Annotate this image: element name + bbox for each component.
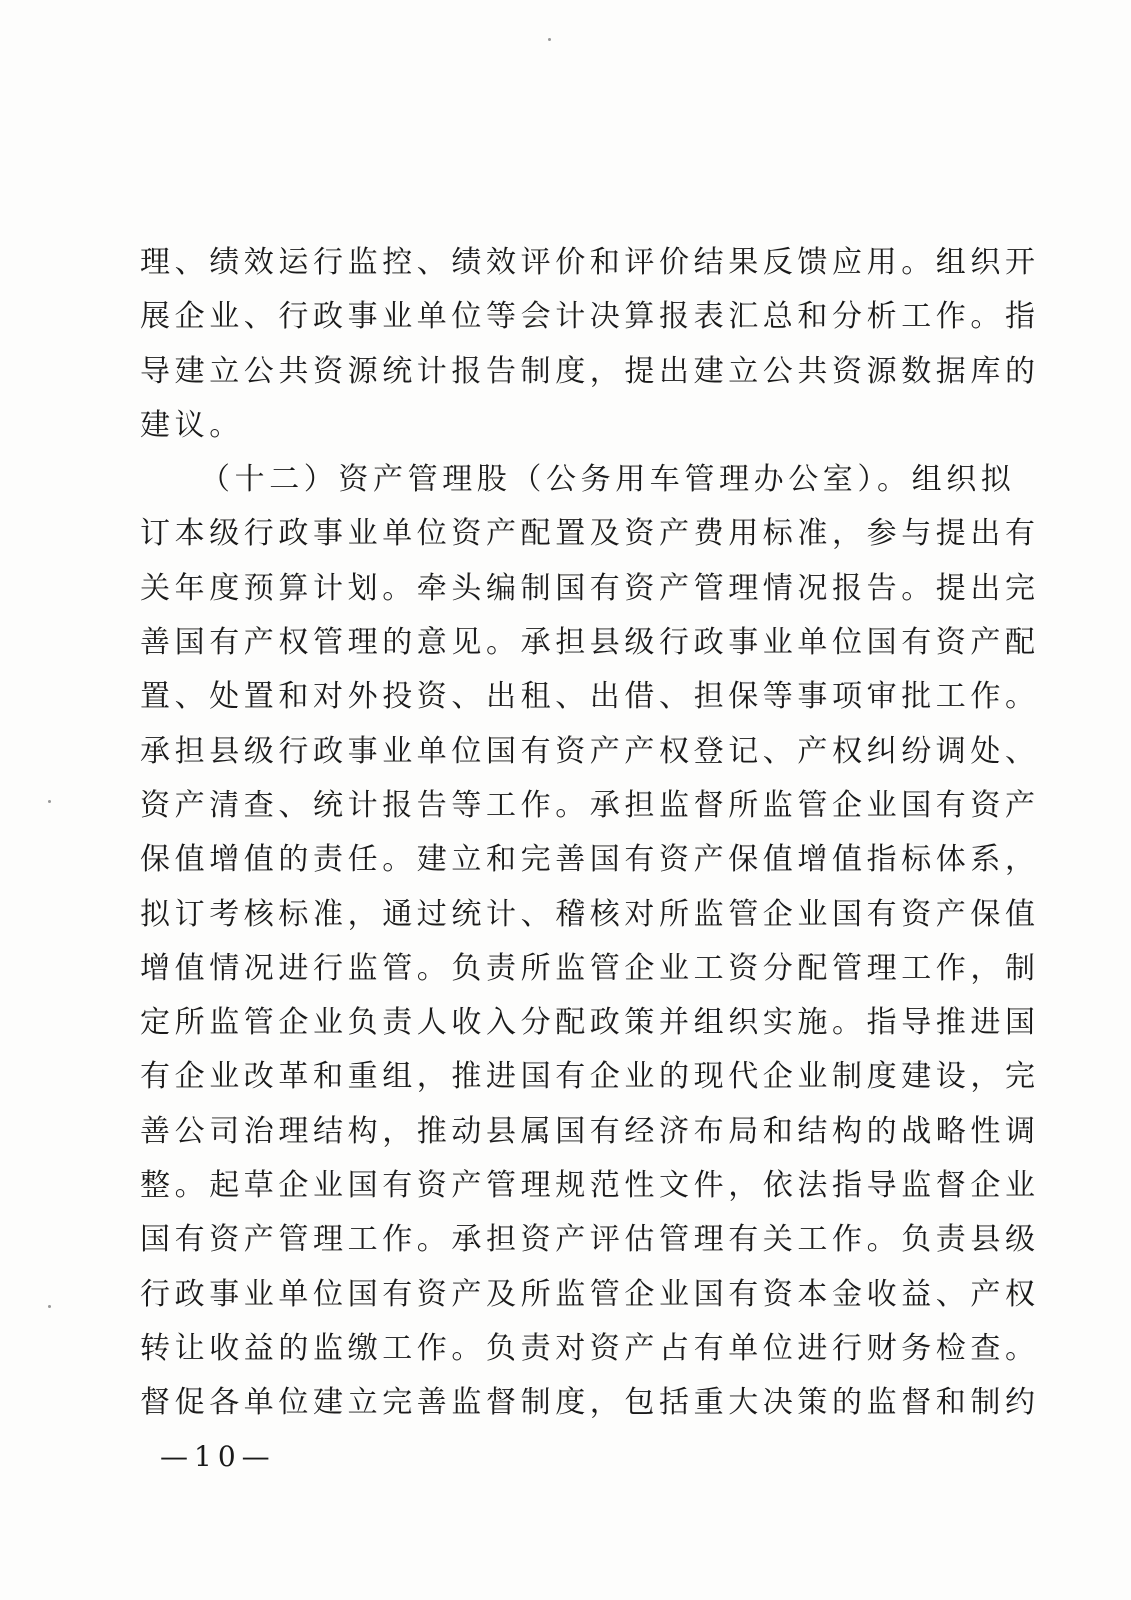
- text-line: 善国有产权管理的意见。承担县级行政事业单位国有资产配: [140, 625, 1040, 661]
- text-line: 承担县级行政事业单位国有资产产权登记、产权纠纷调处、: [140, 733, 1040, 769]
- text-line: 转让收益的监缴工作。负责对资产占有单位进行财务检查。: [140, 1330, 1040, 1366]
- scan-speck-mark: [48, 800, 51, 803]
- text-line: 资产清查、统计报告等工作。承担监督所监管企业国有资产: [140, 787, 1040, 823]
- text-line: 整。起草企业国有资产管理规范性文件，依法指导监督企业: [140, 1168, 1040, 1204]
- text-line: 国有资产管理工作。承担资产评估管理有关工作。负责县级: [140, 1222, 1040, 1258]
- text-line: 建议。: [140, 407, 244, 443]
- document-body: [140, 236, 1040, 1431]
- text-line: 增值情况进行监管。负责所监管企业工资分配管理工作，制: [140, 950, 1040, 986]
- text-line: 拟订考核标准，通过统计、稽核对所监管企业国有资产保值: [140, 896, 1040, 932]
- scan-speck-mark: [48, 1305, 51, 1308]
- section-heading-line: （十二）资产管理股（公务用车管理办公室）。组织拟: [200, 462, 1016, 498]
- text-line: 督促各单位建立完善监督制度，包括重大决策的监督和制约: [140, 1385, 1040, 1421]
- text-line: 保值增值的责任。建立和完善国有资产保值增值指标体系，: [140, 842, 1040, 878]
- text-line: 置、处置和对外投资、出租、出借、担保等事项审批工作。: [140, 679, 1040, 715]
- text-line: 订本级行政事业单位资产配置及资产费用标准，参与提出有: [140, 516, 1040, 552]
- text-line: 善公司治理结构，推动县属国有经济布局和结构的战略性调: [140, 1113, 1040, 1149]
- text-line: 理、绩效运行监控、绩效评价和评价结果反馈应用。组织开: [140, 245, 1040, 280]
- scan-speck-mark: [548, 38, 551, 41]
- text-line: 导建立公共资源统计报告制度，提出建立公共资源数据库的: [140, 353, 1040, 389]
- text-line: 有企业改革和重组，推进国有企业的现代企业制度建设，完: [140, 1059, 1040, 1095]
- text-line: 展企业、行政事业单位等会计决算报表汇总和分析工作。指: [140, 299, 1040, 335]
- page-number: —10—: [160, 1440, 276, 1473]
- text-line: 行政事业单位国有资产及所监管企业国有资本金收益、产权: [140, 1276, 1040, 1312]
- text-line: 定所监管企业负责人收入分配政策并组织实施。指导推进国: [140, 1005, 1040, 1041]
- text-line: 关年度预算计划。牵头编制国有资产管理情况报告。提出完: [140, 570, 1040, 606]
